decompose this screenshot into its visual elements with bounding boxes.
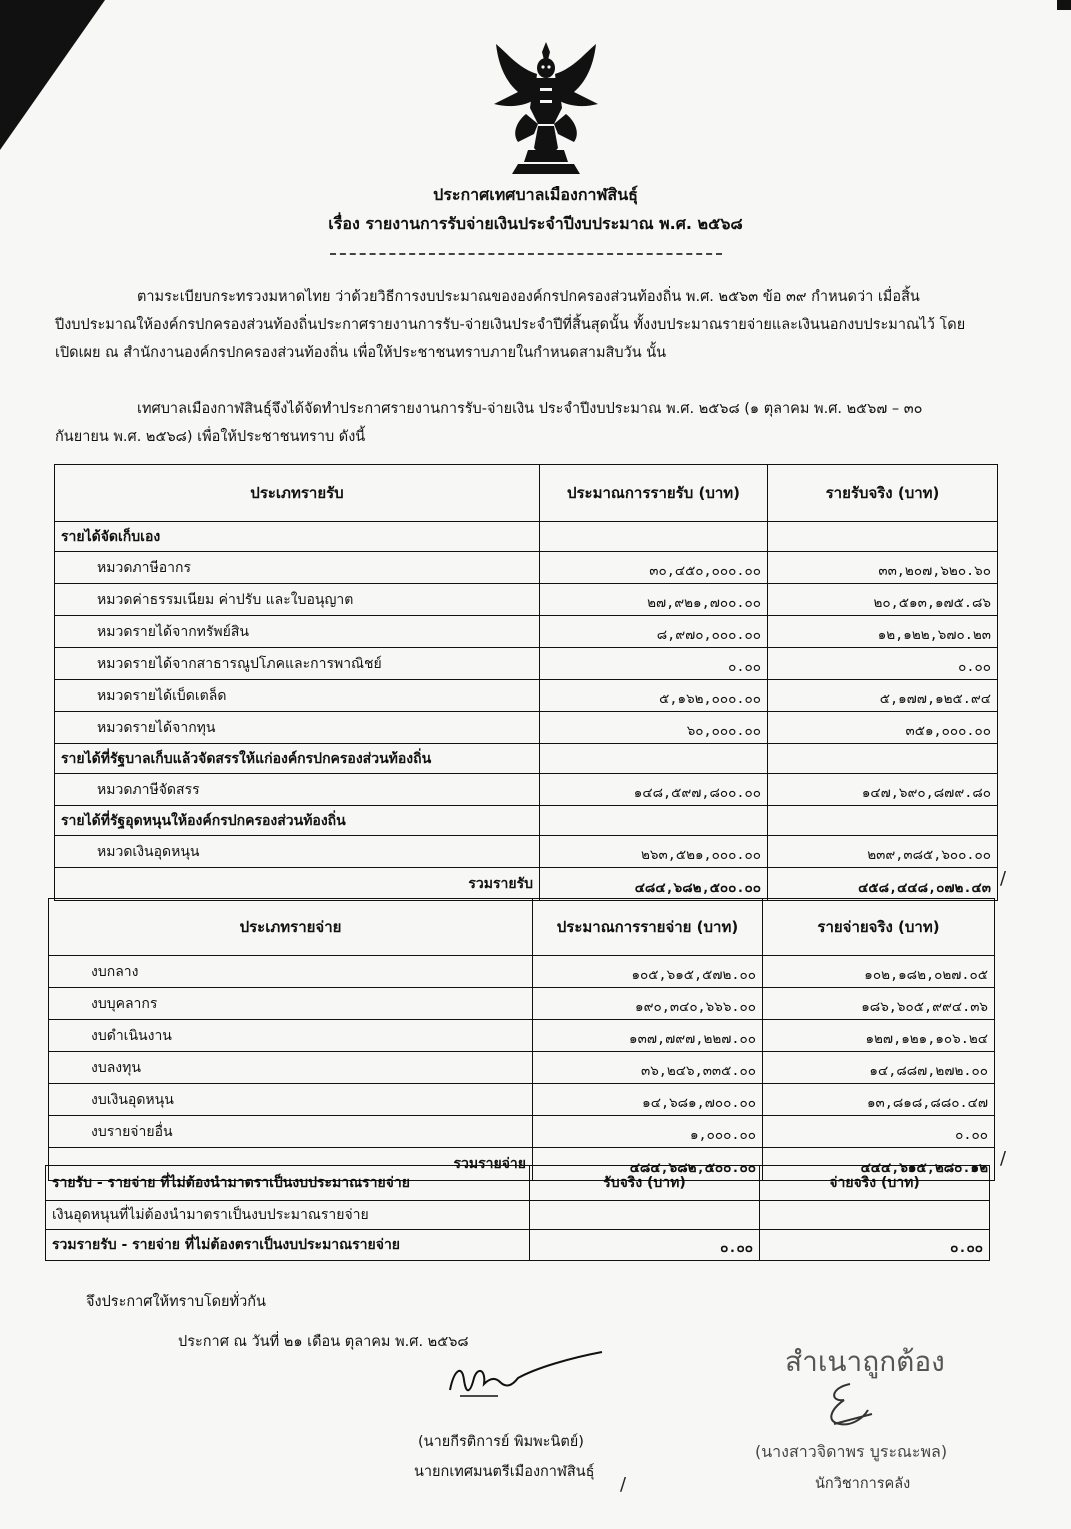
expense-category: งบรายจ่ายอื่น: [49, 1116, 533, 1148]
revenue-actual: ๐.๐๐: [768, 648, 998, 680]
table-row: [55, 552, 998, 584]
extra-budget-table: [45, 1165, 990, 1261]
expense-total-actual: ๔๔๔,๖๑๕,๒๘๐.๑๒: [763, 1148, 995, 1181]
revenue-actual: ๒๐,๕๑๓,๑๗๕.๘๖: [768, 584, 998, 616]
table-row: [55, 712, 998, 744]
revenue-group-row: [55, 806, 998, 836]
extra-total-paid: ๐.๐๐: [760, 1230, 990, 1261]
announce-line: จึงประกาศให้ทราบโดยทั่วกัน: [86, 1294, 266, 1310]
table-row: [49, 956, 995, 988]
expense-estimate: ๓๖,๒๔๖,๓๓๕.๐๐: [533, 1052, 763, 1084]
certified-copy-stamp: สำเนาถูกต้อง: [785, 1345, 945, 1378]
expense-actual: ๑๓,๘๑๘,๘๘๐.๔๗: [763, 1084, 995, 1116]
revenue-actual: ๒๓๙,๓๘๕,๖๐๐.๐๐: [768, 836, 998, 868]
expense-actual-header: รายจ่ายจริง (บาท): [763, 899, 995, 956]
revenue-group-label: รายได้ที่รัฐอุดหนุนให้องค์กรปกครองส่วนท้องถิ่น: [55, 806, 540, 836]
expense-type-header: ประเภทรายจ่าย: [49, 899, 533, 956]
revenue-estimate: ๕,๑๖๒,๐๐๐.๐๐: [540, 680, 768, 712]
signer-name: (นายกีรติการย์ พิมพะนิตย์): [418, 1434, 584, 1450]
extra-type-header: รายรับ - รายจ่าย ที่ไม่ต้องนำมาตราเป็นงบประมาณรายจ่าย: [46, 1166, 530, 1201]
revenue-header-row: [55, 465, 998, 522]
revenue-category: หมวดเงินอุดหนุน: [55, 836, 540, 868]
table-row: [49, 1052, 995, 1084]
revenue-category: หมวดรายได้จากทรัพย์สิน: [55, 616, 540, 648]
certifier-position: นักวิชาการคลัง: [815, 1476, 911, 1492]
table-row: [49, 988, 995, 1020]
table-row: [55, 584, 998, 616]
expense-category: งบดำเนินงาน: [49, 1020, 533, 1052]
revenue-estimate: ๐.๐๐: [540, 648, 768, 680]
document-title: ประกาศเทศบาลเมืองกาฬสินธุ์: [433, 185, 638, 204]
revenue-actual: ๕,๑๗๗,๑๒๕.๙๔: [768, 680, 998, 712]
expense-total-estimate: ๔๘๔,๖๘๒,๕๐๐.๐๐: [533, 1148, 763, 1181]
table-row: [55, 774, 998, 806]
expense-estimate: ๑๐๕,๖๑๕,๕๗๒.๐๐: [533, 956, 763, 988]
expense-estimate: ๑๓๗,๗๙๗,๒๒๗.๐๐: [533, 1020, 763, 1052]
expense-estimate: ๑,๐๐๐.๐๐: [533, 1116, 763, 1148]
garuda-emblem-icon: [488, 38, 604, 178]
certifier-name: (นางสาวจิดาพร บูระณะพล): [755, 1442, 948, 1461]
table-row: [49, 1116, 995, 1148]
revenue-group-label: รายได้ที่รัฐบาลเก็บแล้วจัดสรรให้แก่องค์กรปกครองส่วนท้องถิ่น: [55, 744, 540, 774]
date-line: ประกาศ ณ วันที่ ๒๑ เดือน ตุลาคม พ.ศ. ๒๕๖๘: [178, 1334, 469, 1350]
certifier-signature-icon: [810, 1380, 890, 1440]
revenue-total-estimate: ๔๘๔,๖๘๒,๕๐๐.๐๐: [540, 868, 768, 901]
expense-estimate: ๑๙๐,๓๔๐,๖๖๖.๐๐: [533, 988, 763, 1020]
revenue-category: หมวดรายได้เบ็ดเตล็ด: [55, 680, 540, 712]
revenue-actual: ๑๔๗,๖๙๐,๘๗๙.๘๐: [768, 774, 998, 806]
revenue-actual-header: รายรับจริง (บาท): [768, 465, 998, 522]
table-row: [49, 1084, 995, 1116]
tick-mark-icon: /: [620, 1474, 627, 1495]
extra-row-label: เงินอุดหนุนที่ไม่ต้องนำมาตราเป็นงบประมาณรายจ่าย: [46, 1201, 530, 1230]
revenue-estimate: ๘,๙๗๐,๐๐๐.๐๐: [540, 616, 768, 648]
expense-table: [48, 898, 995, 1181]
revenue-estimate: ๑๔๘,๕๙๗,๘๐๐.๐๐: [540, 774, 768, 806]
expense-header-row: [49, 899, 995, 956]
revenue-total-label: รวมรายรับ: [55, 868, 540, 901]
revenue-actual: ๓๕๑,๐๐๐.๐๐: [768, 712, 998, 744]
mayor-signature-icon: [440, 1350, 610, 1410]
expense-category: งบเงินอุดหนุน: [49, 1084, 533, 1116]
extra-header-row: [46, 1166, 990, 1201]
intro-paragraph: ตามระเบียบกระทรวงมหาดไทย ว่าด้วยวิธีการงบประมาณขององค์กรปกครองส่วนท้องถิ่น พ.ศ. ๒๕๖๓ ข้อ ๓๙ กำหนดว่า เมื่อสิ้นปีงบประมาณให้องค์กรปกครองส่วนท้องถิ่นประกาศรายงานการรับ-จ่ายเงินประจำปีที่สิ้นสุดนั้น ทั้งงบประมาณรายจ่ายและเงินนอกงบประมาณไว้ โดยเปิดเผย ณ สำนักงานองค์กรปกครองส่วนท้องถิ่น เพื่อให้ประชาชนทราบภายในกำหนดสามสิบวัน นั้น: [55, 289, 966, 361]
extra-paid-header: จ่ายจริง (บาท): [760, 1166, 990, 1201]
revenue-estimate: ๒๖๓,๕๒๑,๐๐๐.๐๐: [540, 836, 768, 868]
table-row: [55, 680, 998, 712]
document-subject: เรื่อง รายงานการรับจ่ายเงินประจำปีงบประมาณ พ.ศ. ๒๕๖๘: [328, 214, 743, 233]
revenue-category: หมวดค่าธรรมเนียม ค่าปรับ และใบอนุญาต: [55, 584, 540, 616]
revenue-group-row: [55, 744, 998, 774]
revenue-group-label: รายได้จัดเก็บเอง: [55, 522, 540, 552]
revenue-category: หมวดภาษีอากร: [55, 552, 540, 584]
expense-category: งบกลาง: [49, 956, 533, 988]
scan-shadow-corner: [0, 0, 105, 150]
extra-total-row: [46, 1230, 990, 1261]
revenue-actual: ๑๒,๑๒๒,๖๗๐.๒๓: [768, 616, 998, 648]
revenue-estimate: ๓๐,๔๕๐,๐๐๐.๐๐: [540, 552, 768, 584]
revenue-total-actual: ๔๕๘,๔๔๘,๐๗๒.๔๓: [768, 868, 998, 901]
expense-actual: ๐.๐๐: [763, 1116, 995, 1148]
revenue-category: หมวดรายได้จากทุน: [55, 712, 540, 744]
table-row: [55, 648, 998, 680]
revenue-actual: ๓๓,๒๐๗,๖๒๐.๖๐: [768, 552, 998, 584]
expense-estimate: ๑๔,๖๘๑,๗๐๐.๐๐: [533, 1084, 763, 1116]
expense-category: งบบุคลากร: [49, 988, 533, 1020]
expense-category: งบลงทุน: [49, 1052, 533, 1084]
tick-mark-icon: /: [1000, 1148, 1007, 1169]
report-paragraph: เทศบาลเมืองกาฬสินธุ์จึงได้จัดทำประกาศรายงานการรับ-จ่ายเงิน ประจำปีงบประมาณ พ.ศ. ๒๕๖๘ (๑ ตุลาคม พ.ศ. ๒๕๖๗ – ๓๐ กันยายน พ.ศ. ๒๕๖๘) เพื่อให้ประชาชนทราบ ดังนี้: [55, 401, 923, 445]
revenue-group-row: [55, 522, 998, 552]
expense-actual: ๑๐๒,๑๘๒,๐๒๗.๐๕: [763, 956, 995, 988]
expense-total-label: รวมรายจ่าย: [49, 1148, 533, 1181]
title-divider: [330, 253, 722, 255]
table-row: [55, 616, 998, 648]
revenue-estimate: ๒๗,๙๒๑,๗๐๐.๐๐: [540, 584, 768, 616]
expense-actual: ๑๒๗,๑๒๑,๑๐๖.๒๔: [763, 1020, 995, 1052]
expense-actual: ๑๔,๘๘๗,๒๗๒.๐๐: [763, 1052, 995, 1084]
scan-shadow-corner-right: [1057, 0, 1071, 10]
revenue-category: หมวดภาษีจัดสรร: [55, 774, 540, 806]
revenue-estimate: ๖๐,๐๐๐.๐๐: [540, 712, 768, 744]
revenue-type-header: ประเภทรายรับ: [55, 465, 540, 522]
extra-total-received: ๐.๐๐: [530, 1230, 760, 1261]
revenue-category: หมวดรายได้จากสาธารณูปโภคและการพาณิชย์: [55, 648, 540, 680]
signer-position: นายกเทศมนตรีเมืองกาฬสินธุ์: [414, 1464, 595, 1480]
expense-estimate-header: ประมาณการรายจ่าย (บาท): [533, 899, 763, 956]
extra-total-label: รวมรายรับ - รายจ่าย ที่ไม่ต้องตราเป็นงบประมาณรายจ่าย: [46, 1230, 530, 1261]
table-row: [46, 1201, 990, 1230]
table-row: [55, 836, 998, 868]
tick-mark-icon: /: [1000, 868, 1007, 889]
extra-received-header: รับจริง (บาท): [530, 1166, 760, 1201]
revenue-total-row: [55, 868, 998, 901]
table-row: [49, 1020, 995, 1052]
revenue-table: [54, 464, 998, 901]
expense-actual: ๑๘๖,๖๐๕,๙๙๔.๓๖: [763, 988, 995, 1020]
revenue-estimate-header: ประมาณการรายรับ (บาท): [540, 465, 768, 522]
